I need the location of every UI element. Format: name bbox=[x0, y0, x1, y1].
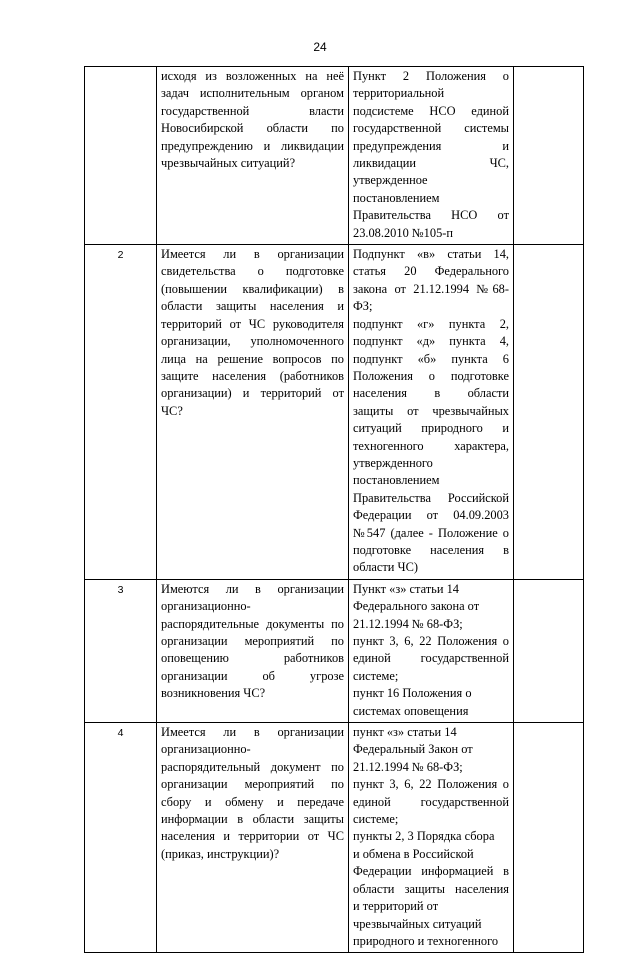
question-line: ЧС? bbox=[161, 403, 183, 418]
question-line: лица на решение вопросов по bbox=[161, 351, 344, 366]
legal-basis-line: населения в области bbox=[353, 386, 509, 401]
legal-basis-line: предупреждения и bbox=[353, 138, 509, 153]
legal-basis-line: Федерации информацией в bbox=[353, 864, 509, 879]
legal-basis-line: Пункт «з» статьи 14 bbox=[353, 581, 459, 596]
legal-basis-line: Правительства НСО от bbox=[353, 208, 509, 223]
question-cell bbox=[157, 579, 349, 722]
legal-basis-line: Подпункт «в» статьи 14, bbox=[353, 247, 509, 262]
question-line: Имеется ли в организации bbox=[161, 247, 344, 262]
legal-basis-cell bbox=[349, 723, 514, 953]
question-line: государственной власти bbox=[161, 103, 344, 118]
legal-basis-line: системе; bbox=[353, 668, 399, 683]
legal-basis-line: подпункт «г» пункта 2, bbox=[353, 316, 509, 331]
question-line: защите населения (работников bbox=[161, 368, 344, 383]
question-line: предупреждению и ликвидации bbox=[161, 138, 344, 153]
question-line: населения и территории от ЧС bbox=[161, 829, 344, 844]
legal-basis-line: пункт 16 Положения о bbox=[353, 686, 472, 701]
question-line: возникновения ЧС? bbox=[161, 686, 266, 701]
question-line: Имеется ли в организации bbox=[161, 725, 344, 740]
row-number-cell: 3 bbox=[85, 579, 157, 722]
question-line: распорядительный документ по bbox=[161, 759, 344, 774]
legal-basis-line: и обмена в Российской bbox=[353, 846, 474, 861]
note-cell bbox=[514, 579, 584, 722]
inspection-checklist-table bbox=[84, 66, 584, 953]
legal-basis-line: Положения о подготовке bbox=[353, 368, 509, 383]
legal-basis-line: единой государственной bbox=[353, 651, 509, 666]
question-line: сбору и обмену и передаче bbox=[161, 794, 344, 809]
legal-basis-line: защиты от чрезвычайных bbox=[353, 403, 509, 418]
legal-basis-line: Федерального закона от bbox=[353, 599, 480, 614]
legal-basis-line: пункты 2, 3 Порядка сбора bbox=[353, 829, 495, 844]
question-line: территорий от ЧС руководителя bbox=[161, 316, 344, 331]
legal-basis-line: закона от 21.12.1994 №68- bbox=[353, 281, 509, 296]
legal-basis-line: государственной системы bbox=[353, 121, 509, 136]
legal-basis-line: системе; bbox=[353, 812, 399, 827]
legal-basis-line: Федерации от 04.09.2003 bbox=[353, 508, 509, 523]
question-line: организации мероприятий по bbox=[161, 777, 344, 792]
question-cell bbox=[157, 245, 349, 580]
legal-basis-line: и территорий от bbox=[353, 899, 439, 914]
question-line: организации об угрозе bbox=[161, 668, 344, 683]
note-cell bbox=[514, 245, 584, 580]
question-line: (повышении квалификации) в bbox=[161, 281, 344, 296]
question-line: распорядительные документы по bbox=[161, 616, 344, 631]
legal-basis-line: системах оповещения bbox=[353, 703, 469, 718]
legal-basis-line: ликвидации ЧС, bbox=[353, 156, 509, 171]
question-line: организации мероприятий по bbox=[161, 634, 344, 648]
legal-basis-line: утвержденного bbox=[353, 455, 433, 470]
question-line: свидетельства о подготовке bbox=[161, 264, 344, 279]
row-number-cell: 4 bbox=[85, 723, 157, 953]
legal-basis-line: подпункт «б» пункта 6 bbox=[353, 351, 509, 366]
question-line: организационно- bbox=[161, 742, 251, 757]
legal-basis-line: Правительства Российской bbox=[353, 490, 509, 505]
legal-basis-line: Федеральный Закон от bbox=[353, 742, 473, 757]
page-number: 24 bbox=[313, 40, 327, 54]
table-row bbox=[85, 723, 584, 953]
legal-basis-line: пункт «з» статьи 14 bbox=[353, 725, 457, 740]
legal-basis-line: постановлением bbox=[353, 473, 440, 488]
table-row bbox=[85, 67, 584, 245]
legal-basis-line: области защиты населения bbox=[353, 881, 509, 896]
legal-basis-line: Пункт 2 Положения о bbox=[353, 69, 509, 83]
legal-basis-line: области ЧС) bbox=[353, 560, 418, 575]
legal-basis-line: пункт 3, 6, 22 Положения о bbox=[353, 634, 509, 648]
question-cell bbox=[157, 723, 349, 953]
question-line: чрезвычайных ситуаций? bbox=[161, 156, 296, 171]
legal-basis-line: 23.08.2010 №105-п bbox=[353, 225, 454, 240]
table-body bbox=[85, 67, 584, 953]
legal-basis-line: ситуаций природного и bbox=[353, 421, 509, 436]
table-row bbox=[85, 579, 584, 722]
note-cell bbox=[514, 67, 584, 245]
legal-basis-cell bbox=[349, 579, 514, 722]
question-line: области защиты населения и bbox=[161, 299, 344, 314]
question-line: организации) и территорий от bbox=[161, 386, 344, 401]
question-line: организационно- bbox=[161, 599, 251, 614]
legal-basis-line: утвержденное bbox=[353, 173, 428, 188]
legal-basis-line: подсистеме НСО единой bbox=[353, 103, 509, 118]
legal-basis-line: природного и техногенного bbox=[353, 933, 499, 948]
row-number-cell: 2 bbox=[85, 245, 157, 580]
question-line: информации в области защиты bbox=[161, 812, 344, 827]
legal-basis-line: подготовке населения в bbox=[353, 542, 509, 557]
question-line: Новосибирской области по bbox=[161, 121, 344, 136]
question-line: организации, уполномоченного bbox=[161, 334, 344, 349]
question-line: (приказ, инструкции)? bbox=[161, 846, 280, 861]
question-line: исходя из возложенных на неё bbox=[161, 69, 344, 83]
legal-basis-line: чрезвычайных ситуаций bbox=[353, 916, 482, 931]
question-cell bbox=[157, 67, 349, 245]
legal-basis-line: пункт 3, 6, 22 Положения о bbox=[353, 777, 509, 792]
legal-basis-line: техногенного характера, bbox=[353, 438, 509, 453]
question-line: Имеются ли в организации bbox=[161, 581, 344, 596]
legal-basis-line: постановлением bbox=[353, 190, 440, 205]
legal-basis-line: территориальной bbox=[353, 86, 445, 101]
note-cell bbox=[514, 723, 584, 953]
legal-basis-line: статья 20 Федерального bbox=[353, 264, 509, 279]
legal-basis-line: единой государственной bbox=[353, 794, 509, 809]
legal-basis-cell bbox=[349, 67, 514, 245]
question-line: задач исполнительным органом bbox=[161, 86, 344, 101]
table-row bbox=[85, 245, 584, 580]
question-line: оповещению работников bbox=[161, 651, 344, 666]
legal-basis-line: подпункт «д» пункта 4, bbox=[353, 334, 509, 349]
legal-basis-line: 21.12.1994 № 68-ФЗ; bbox=[353, 759, 463, 774]
legal-basis-line: ФЗ; bbox=[353, 299, 373, 314]
row-number-cell bbox=[85, 67, 157, 245]
legal-basis-cell bbox=[349, 245, 514, 580]
legal-basis-line: 21.12.1994 № 68-ФЗ; bbox=[353, 616, 463, 631]
legal-basis-line: №547 (далее - Положение о bbox=[353, 525, 509, 540]
